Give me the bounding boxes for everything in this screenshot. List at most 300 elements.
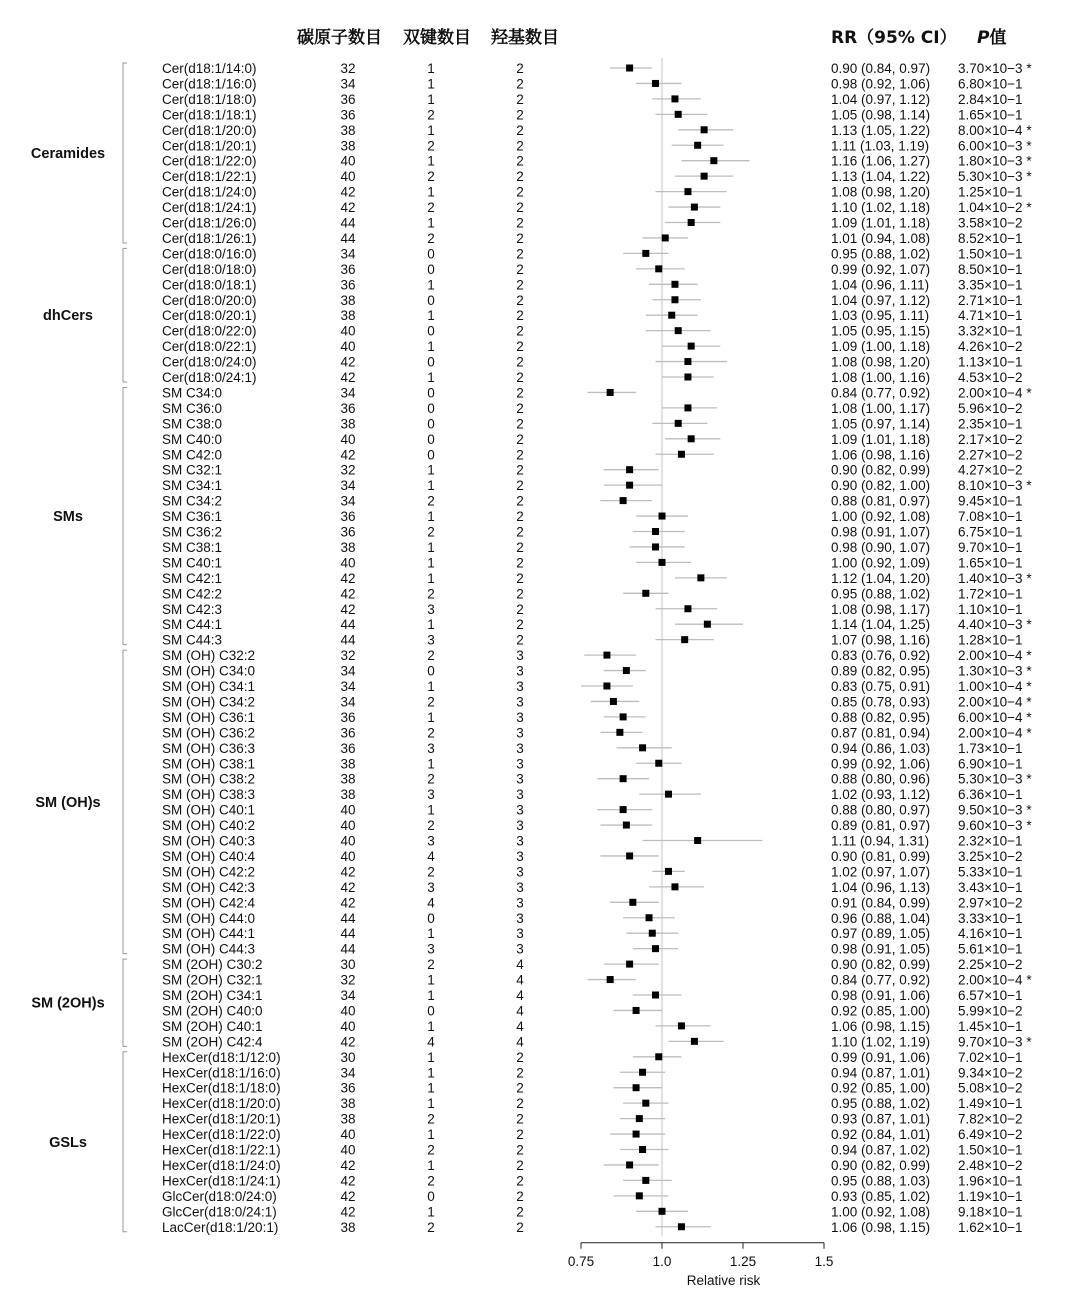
hydroxyl-count: 4 — [516, 1034, 524, 1050]
rr-ci-value: 0.88 (0.80, 0.96) — [831, 771, 931, 787]
lipid-name: Cer(d18:0/16:0) — [162, 246, 257, 262]
hydroxyl-count: 2 — [516, 493, 524, 509]
table-row — [162, 1065, 1023, 1080]
table-row — [162, 61, 1032, 76]
lipid-name: HexCer(d18:1/22:0) — [162, 1127, 281, 1143]
double-bond-count: 3 — [427, 601, 435, 617]
hydroxyl-count: 2 — [516, 601, 524, 617]
double-bond-count: 0 — [427, 246, 435, 262]
point-estimate — [652, 543, 659, 550]
p-value: 3.58×10−2 — [958, 215, 1023, 231]
lipid-name: GlcCer(d18:0/24:1) — [162, 1204, 277, 1220]
double-bond-count: 1 — [427, 122, 435, 138]
rr-ci-value: 0.98 (0.91, 1.07) — [831, 524, 931, 540]
double-bond-count: 2 — [427, 586, 435, 602]
table-row — [162, 324, 1023, 339]
hydroxyl-count: 2 — [516, 1049, 524, 1065]
lipid-name: SM (2OH) C34:1 — [162, 988, 263, 1003]
double-bond-count: 0 — [427, 323, 435, 339]
lipid-name: SM (OH) C40:3 — [162, 833, 256, 849]
hydroxyl-count: 2 — [516, 277, 524, 293]
rr-ci-value: 0.88 (0.81, 0.97) — [831, 493, 931, 509]
double-bond-count: 0 — [427, 292, 435, 308]
point-estimate — [684, 605, 691, 612]
double-bond-count: 1 — [427, 988, 435, 1003]
rr-ci-value: 1.13 (1.05, 1.22) — [831, 122, 931, 138]
hydroxyl-count: 3 — [516, 864, 524, 880]
point-estimate — [678, 1022, 685, 1029]
double-bond-count: 1 — [427, 61, 435, 76]
group-labels — [31, 63, 127, 1232]
lipid-name: Cer(d18:1/16:0) — [162, 76, 257, 92]
lipid-name: SM (OH) C38:2 — [162, 771, 256, 787]
rr-ci-value: 0.83 (0.75, 0.91) — [831, 679, 931, 694]
lipid-name: SM (2OH) C40:1 — [162, 1018, 263, 1034]
hydroxyl-count: 2 — [516, 354, 524, 370]
p-value: 9.70×10−1 — [958, 539, 1023, 555]
p-value: 2.35×10−1 — [958, 416, 1023, 432]
lipid-name: HexCer(d18:1/16:0) — [162, 1065, 281, 1081]
rr-ci-value: 0.93 (0.85, 1.02) — [831, 1188, 931, 1204]
x-tick-label: 1.5 — [814, 1253, 834, 1269]
lipid-name: SM C42:1 — [162, 570, 223, 586]
point-estimate — [694, 837, 701, 844]
p-value: 5.30×10−3 * — [958, 169, 1032, 185]
point-estimate — [639, 1146, 646, 1153]
double-bond-count: 1 — [427, 1127, 435, 1143]
point-estimate — [681, 636, 688, 643]
hydroxyl-count: 4 — [516, 1003, 524, 1019]
p-value: 5.33×10−1 — [958, 864, 1023, 880]
p-value: 1.25×10−1 — [958, 184, 1023, 200]
double-bond-count: 3 — [427, 740, 435, 756]
double-bond-count: 2 — [427, 230, 435, 246]
point-estimate — [649, 930, 656, 937]
double-bond-count: 2 — [427, 648, 435, 664]
rr-ci-value: 0.88 (0.82, 0.95) — [831, 709, 931, 725]
p-value: 1.10×10−1 — [958, 601, 1023, 617]
double-bond-count: 4 — [427, 848, 435, 864]
point-estimate — [655, 1053, 662, 1060]
lipid-name: SM (OH) C42:4 — [162, 895, 256, 911]
rr-ci-value: 1.07 (0.98, 1.16) — [831, 632, 931, 648]
hydroxyl-count: 4 — [516, 957, 524, 973]
carbon-count: 38 — [340, 1219, 356, 1235]
lipid-name: SM C34:1 — [162, 478, 223, 494]
rr-ci-value: 0.99 (0.92, 1.07) — [831, 261, 931, 277]
rr-ci-value: 0.85 (0.78, 0.93) — [831, 694, 931, 710]
p-value: 8.52×10−1 — [958, 230, 1023, 246]
table-row — [162, 185, 1023, 200]
plot-area — [581, 58, 762, 1236]
p-value: 3.25×10−2 — [958, 848, 1023, 864]
p-value: 2.00×10−4 * — [958, 648, 1032, 664]
double-bond-count: 2 — [427, 107, 435, 123]
carbon-count: 40 — [340, 169, 356, 185]
header-rr: RR（95% CI） — [831, 28, 957, 48]
hydroxyl-count: 3 — [516, 787, 524, 803]
rr-ci-value: 0.95 (0.88, 1.02) — [831, 1096, 931, 1112]
p-value: 2.84×10−1 — [958, 91, 1023, 107]
x-axis-ticks — [568, 1243, 834, 1269]
hydroxyl-count: 3 — [516, 694, 524, 710]
carbon-count: 42 — [340, 200, 356, 216]
p-value: 2.25×10−2 — [958, 957, 1023, 973]
rr-ci-value: 1.03 (0.95, 1.11) — [831, 308, 930, 324]
point-estimate — [704, 621, 711, 628]
hydroxyl-count: 4 — [516, 988, 524, 1003]
table-row — [162, 926, 1023, 941]
carbon-count: 30 — [340, 1049, 356, 1065]
point-estimate — [655, 265, 662, 272]
double-bond-count: 1 — [427, 1157, 435, 1173]
point-estimate — [684, 404, 691, 411]
p-value: 1.13×10−1 — [958, 354, 1023, 370]
hydroxyl-count: 2 — [516, 91, 524, 107]
lipid-name: SM C34:2 — [162, 493, 223, 509]
lipid-name: SM (2OH) C30:2 — [162, 957, 263, 973]
double-bond-count: 2 — [427, 169, 435, 185]
lipid-name: SM (OH) C42:3 — [162, 879, 256, 895]
table-row — [162, 76, 1023, 91]
lipid-name: SM (OH) C42:2 — [162, 864, 256, 880]
data-rows — [162, 61, 1032, 1235]
p-value: 6.00×10−4 * — [958, 709, 1032, 725]
rr-ci-value: 0.98 (0.91, 1.06) — [831, 988, 931, 1003]
lipid-name: SM (OH) C34:0 — [162, 663, 256, 679]
hydroxyl-count: 2 — [516, 1127, 524, 1143]
table-row — [162, 1143, 1023, 1158]
hydroxyl-count: 3 — [516, 833, 524, 849]
point-estimate — [642, 1177, 649, 1184]
rr-ci-value: 0.92 (0.85, 1.00) — [831, 1080, 931, 1096]
point-estimate — [688, 435, 695, 442]
point-estimate — [633, 1131, 640, 1138]
hydroxyl-count: 2 — [516, 586, 524, 602]
hydroxyl-count: 3 — [516, 725, 524, 741]
hydroxyl-count: 3 — [516, 802, 524, 818]
rr-ci-value: 1.06 (0.98, 1.16) — [831, 447, 931, 463]
rr-ci-value: 1.02 (0.97, 1.07) — [831, 864, 931, 880]
hydroxyl-count: 2 — [516, 462, 524, 478]
carbon-count: 42 — [340, 1034, 356, 1050]
double-bond-count: 1 — [427, 926, 435, 942]
carbon-count: 40 — [340, 848, 356, 864]
point-estimate — [642, 590, 649, 597]
p-value: 4.53×10−2 — [958, 370, 1023, 385]
lipid-name: HexCer(d18:1/24:1) — [162, 1173, 281, 1189]
lipid-name: SM C44:1 — [162, 617, 223, 633]
rr-ci-value: 0.88 (0.80, 0.97) — [831, 802, 931, 818]
table-row — [162, 555, 1023, 570]
double-bond-count: 3 — [427, 787, 435, 803]
double-bond-count: 0 — [427, 261, 435, 277]
rr-ci-value: 1.09 (1.00, 1.18) — [831, 339, 931, 355]
p-value: 1.30×10−3 * — [958, 663, 1032, 679]
carbon-count: 38 — [340, 292, 356, 308]
hydroxyl-count: 2 — [516, 323, 524, 339]
double-bond-count: 1 — [427, 478, 435, 494]
carbon-count: 38 — [340, 138, 356, 154]
lipid-name: SM (2OH) C42:4 — [162, 1034, 263, 1050]
table-row — [162, 617, 1032, 632]
p-value: 9.45×10−1 — [958, 493, 1023, 509]
p-value: 1.19×10−1 — [958, 1188, 1023, 1204]
table-row — [162, 741, 1023, 756]
x-tick-label: 1.0 — [652, 1253, 672, 1269]
carbon-count: 38 — [340, 308, 356, 324]
rr-ci-value: 1.10 (1.02, 1.18) — [831, 200, 931, 216]
point-estimate — [629, 899, 636, 906]
double-bond-count: 1 — [427, 509, 435, 525]
lipid-name: Cer(d18:1/20:0) — [162, 122, 257, 138]
table-row — [162, 880, 1023, 895]
x-tick-label: 0.75 — [567, 1253, 595, 1269]
rr-ci-value: 0.90 (0.84, 0.97) — [831, 61, 931, 76]
group-bracket — [123, 248, 127, 382]
hydroxyl-count: 2 — [516, 1188, 524, 1204]
point-estimate — [659, 513, 666, 520]
rr-ci-value: 1.08 (0.98, 1.20) — [831, 354, 931, 370]
point-estimate — [639, 744, 646, 751]
hydroxyl-count: 2 — [516, 107, 524, 123]
rr-ci-value: 0.93 (0.87, 1.01) — [831, 1111, 931, 1127]
p-value: 6.00×10−3 * — [958, 138, 1032, 154]
point-estimate — [642, 250, 649, 257]
hydroxyl-count: 2 — [516, 1142, 524, 1158]
hydroxyl-count: 2 — [516, 184, 524, 200]
lipid-name: SM (OH) C32:2 — [162, 648, 256, 664]
double-bond-count: 0 — [427, 354, 435, 370]
double-bond-count: 0 — [427, 1188, 435, 1204]
table-row — [162, 1112, 1023, 1127]
point-estimate — [626, 1161, 633, 1168]
point-estimate — [697, 574, 704, 581]
rr-ci-value: 0.91 (0.84, 0.99) — [831, 895, 931, 911]
double-bond-count: 0 — [427, 1003, 435, 1019]
double-bond-count: 1 — [427, 1080, 435, 1096]
carbon-count: 36 — [340, 261, 356, 277]
lipid-name: SM (OH) C38:1 — [162, 756, 256, 772]
table-row — [162, 370, 1023, 385]
hydroxyl-count: 2 — [516, 61, 524, 76]
carbon-count: 44 — [340, 617, 356, 633]
p-value: 8.50×10−1 — [958, 261, 1023, 277]
lipid-name: GlcCer(d18:0/24:0) — [162, 1188, 277, 1204]
point-estimate — [684, 188, 691, 195]
carbon-count: 32 — [340, 61, 356, 76]
carbon-count: 40 — [340, 833, 356, 849]
double-bond-count: 4 — [427, 895, 435, 911]
group-bracket — [123, 387, 127, 644]
carbon-count: 34 — [340, 694, 356, 710]
carbon-count: 40 — [340, 1127, 356, 1143]
carbon-count: 40 — [340, 1003, 356, 1019]
carbon-count: 44 — [340, 632, 356, 648]
table-row — [162, 710, 1032, 725]
carbon-count: 36 — [340, 277, 356, 293]
carbon-count: 42 — [340, 354, 356, 370]
p-value: 7.02×10−1 — [958, 1049, 1023, 1065]
hydroxyl-count: 2 — [516, 76, 524, 92]
carbon-count: 38 — [340, 787, 356, 803]
rr-ci-value: 1.06 (0.98, 1.15) — [831, 1219, 931, 1235]
rr-ci-value: 0.98 (0.91, 1.05) — [831, 941, 931, 957]
double-bond-count: 2 — [427, 1173, 435, 1189]
point-estimate — [671, 296, 678, 303]
rr-ci-value: 0.89 (0.81, 0.97) — [831, 818, 931, 834]
p-value: 5.61×10−1 — [958, 941, 1023, 957]
carbon-count: 44 — [340, 215, 356, 231]
rr-ci-value: 1.04 (0.97, 1.12) — [831, 91, 931, 107]
table-row — [162, 1003, 1023, 1018]
double-bond-count: 1 — [427, 1204, 435, 1220]
table-row — [162, 246, 1023, 261]
p-value: 1.50×10−1 — [958, 1142, 1023, 1158]
p-value: 1.72×10−1 — [958, 586, 1023, 602]
double-bond-count: 1 — [427, 277, 435, 293]
double-bond-count: 2 — [427, 1142, 435, 1158]
point-estimate — [659, 559, 666, 566]
p-value: 6.75×10−1 — [958, 524, 1023, 540]
table-row — [162, 339, 1023, 354]
rr-ci-value: 0.90 (0.82, 0.99) — [831, 1157, 931, 1173]
point-estimate — [626, 852, 633, 859]
p-value: 2.27×10−2 — [958, 447, 1023, 463]
point-estimate — [671, 281, 678, 288]
double-bond-count: 1 — [427, 709, 435, 725]
table-row — [162, 1189, 1023, 1204]
double-bond-count: 1 — [427, 462, 435, 478]
group-label: dhCers — [43, 308, 93, 325]
rr-ci-value: 0.94 (0.87, 1.02) — [831, 1142, 931, 1158]
p-value: 3.33×10−1 — [958, 910, 1023, 926]
table-row — [162, 1081, 1023, 1096]
hydroxyl-count: 2 — [516, 1219, 524, 1235]
lipid-name: SM (OH) C36:1 — [162, 709, 256, 725]
double-bond-count: 1 — [427, 339, 435, 355]
point-estimate — [607, 976, 614, 983]
point-estimate — [671, 95, 678, 102]
table-row — [162, 633, 1023, 648]
double-bond-count: 1 — [427, 972, 435, 988]
rr-ci-value: 0.92 (0.85, 1.00) — [831, 1003, 931, 1019]
carbon-count: 36 — [340, 1080, 356, 1096]
carbon-count: 42 — [340, 601, 356, 617]
double-bond-count: 1 — [427, 679, 435, 694]
rr-ci-value: 0.95 (0.88, 1.02) — [831, 586, 931, 602]
lipid-name: Cer(d18:1/18:0) — [162, 91, 257, 107]
carbon-count: 40 — [340, 431, 356, 447]
p-value: 2.00×10−4 * — [958, 694, 1032, 710]
hydroxyl-count: 3 — [516, 910, 524, 926]
p-value: 2.00×10−4 * — [958, 972, 1032, 988]
hydroxyl-count: 3 — [516, 941, 524, 957]
rr-ci-value: 1.11 (1.03, 1.19) — [831, 138, 930, 154]
lipid-name: HexCer(d18:1/24:0) — [162, 1157, 281, 1173]
lipid-name: SM C34:0 — [162, 385, 223, 401]
p-value: 9.34×10−2 — [958, 1065, 1023, 1081]
rr-ci-value: 0.95 (0.88, 1.03) — [831, 1173, 931, 1189]
carbon-count: 32 — [340, 462, 356, 478]
double-bond-count: 3 — [427, 879, 435, 895]
point-estimate — [620, 713, 627, 720]
carbon-count: 32 — [340, 648, 356, 664]
table-row — [162, 586, 1023, 601]
double-bond-count: 0 — [427, 663, 435, 679]
hydroxyl-count: 2 — [516, 555, 524, 571]
point-estimate — [675, 420, 682, 427]
table-row — [162, 1127, 1023, 1142]
p-value: 1.73×10−1 — [958, 740, 1023, 756]
table-row — [162, 432, 1023, 447]
carbon-count: 38 — [340, 771, 356, 787]
p-value: 7.08×10−1 — [958, 509, 1023, 525]
p-value: 4.26×10−2 — [958, 339, 1023, 355]
table-row — [162, 756, 1023, 771]
rr-ci-value: 0.95 (0.88, 1.02) — [831, 246, 931, 262]
carbon-count: 36 — [340, 709, 356, 725]
table-row — [162, 123, 1032, 138]
table-row — [162, 1034, 1032, 1049]
rr-ci-value: 1.05 (0.95, 1.15) — [831, 323, 931, 339]
carbon-count: 42 — [340, 879, 356, 895]
p-value: 6.80×10−1 — [958, 76, 1023, 92]
group-label: GSLs — [49, 1134, 87, 1151]
p-value: 1.49×10−1 — [958, 1096, 1023, 1112]
rr-ci-value: 1.08 (0.98, 1.17) — [831, 601, 931, 617]
rr-ci-value: 1.09 (1.01, 1.18) — [831, 431, 931, 447]
point-estimate — [659, 1208, 666, 1215]
header-p-value — [977, 27, 1006, 48]
hydroxyl-count: 3 — [516, 771, 524, 787]
hydroxyl-count: 2 — [516, 246, 524, 262]
rr-ci-value: 0.84 (0.77, 0.92) — [831, 385, 931, 401]
group-bracket — [123, 959, 127, 1046]
rr-ci-value: 1.05 (0.97, 1.14) — [831, 416, 931, 432]
p-value: 3.43×10−1 — [958, 879, 1023, 895]
double-bond-count: 1 — [427, 308, 435, 324]
p-value: 8.10×10−3 * — [958, 478, 1032, 494]
lipid-name: Cer(d18:1/18:1) — [162, 107, 257, 123]
hydroxyl-count: 2 — [516, 617, 524, 633]
p-value: 2.97×10−2 — [958, 895, 1023, 911]
double-bond-count: 1 — [427, 802, 435, 818]
lipid-name: SM (OH) C44:3 — [162, 941, 256, 957]
table-row — [162, 1158, 1023, 1173]
point-estimate — [652, 80, 659, 87]
p-value: 1.45×10−1 — [958, 1018, 1023, 1034]
table-row — [162, 602, 1023, 617]
p-value: 1.00×10−4 * — [958, 679, 1032, 694]
table-row — [162, 494, 1023, 509]
double-bond-count: 1 — [427, 756, 435, 772]
point-estimate — [684, 374, 691, 381]
table-row — [162, 1204, 1023, 1219]
double-bond-count: 0 — [427, 416, 435, 432]
hydroxyl-count: 2 — [516, 122, 524, 138]
double-bond-count: 1 — [427, 370, 435, 385]
hydroxyl-count: 3 — [516, 879, 524, 895]
carbon-count: 38 — [340, 756, 356, 772]
header-carbon: 碳原子数目 — [297, 28, 382, 48]
point-estimate — [642, 1100, 649, 1107]
table-row — [162, 818, 1032, 833]
p-value: 3.35×10−1 — [958, 277, 1023, 293]
point-estimate — [688, 343, 695, 350]
hydroxyl-count: 4 — [516, 972, 524, 988]
hydroxyl-count: 4 — [516, 1018, 524, 1034]
